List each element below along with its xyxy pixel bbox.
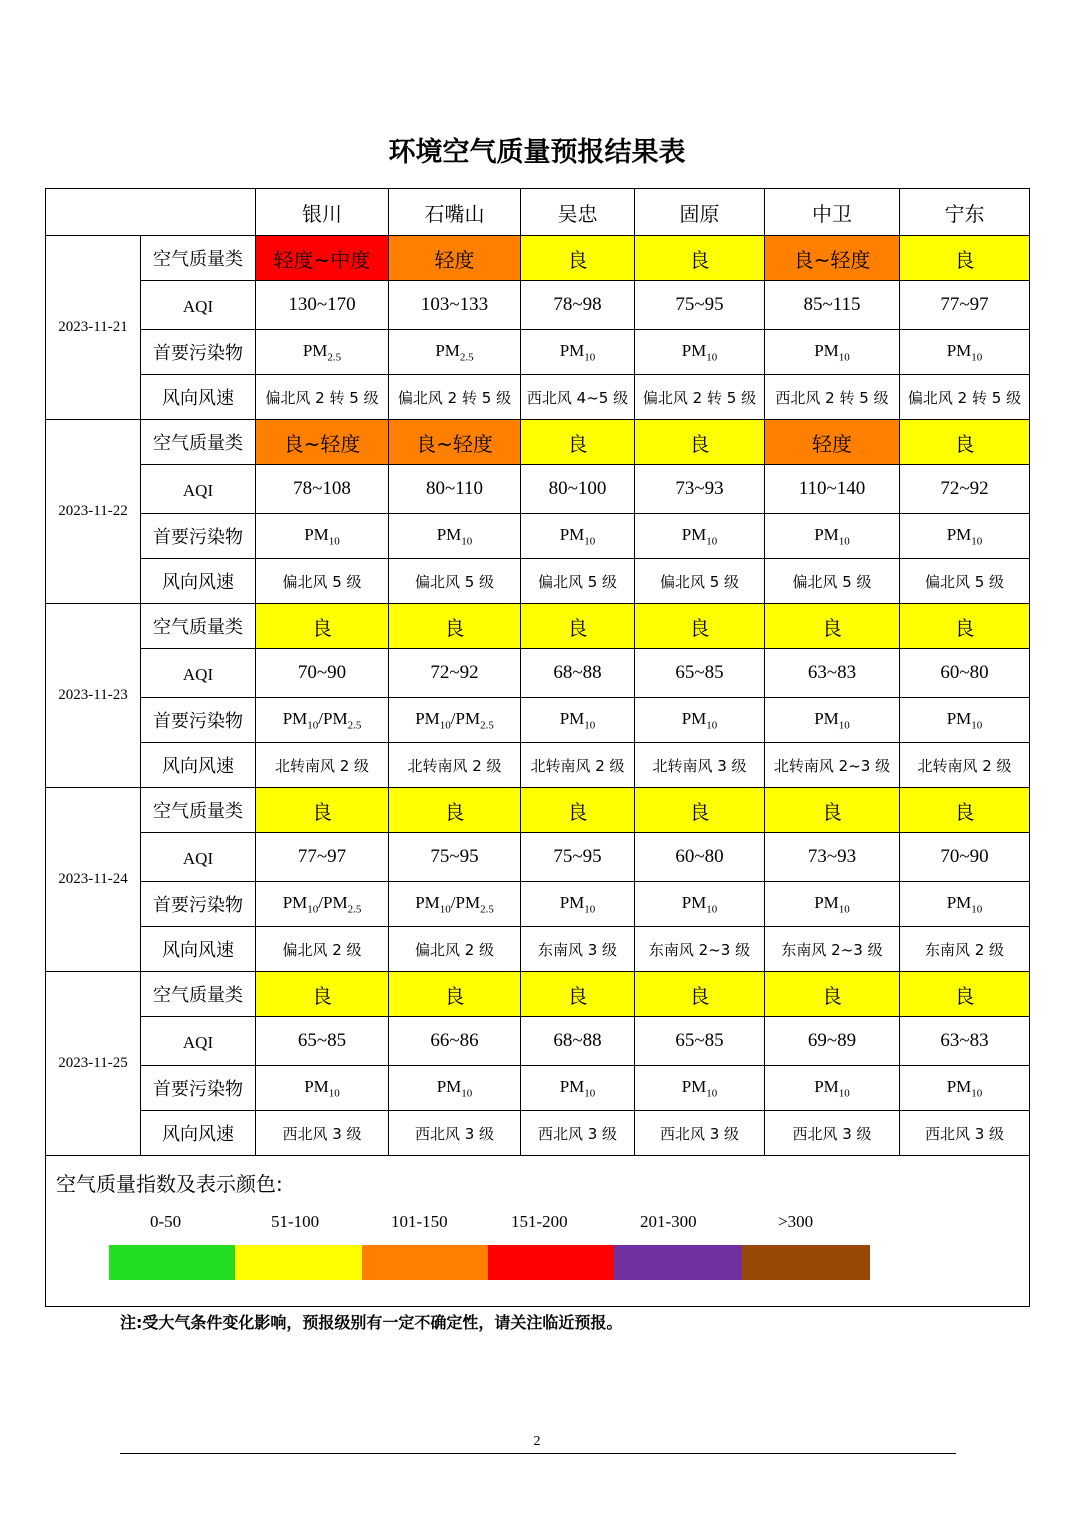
row-label-wind: 风向风速: [141, 375, 256, 420]
row-label-pollutant: 首要污染物: [141, 514, 256, 559]
forecast-date: 2023-11-25: [46, 972, 141, 1156]
legend-range-label: 101-150: [391, 1212, 448, 1231]
pollutant-main: PM: [559, 1076, 585, 1096]
day-wind-row: [46, 743, 1030, 788]
wind-direction-speed: 西北风 3 级: [389, 1111, 521, 1156]
forecast-date: 2023-11-22: [46, 420, 141, 604]
air-quality-class: 良: [635, 788, 765, 833]
row-label-aqi: AQI: [141, 649, 256, 698]
pollutant-main: PM: [946, 708, 972, 728]
primary-pollutant: [765, 1066, 900, 1111]
legend-swatch-brown: [742, 1245, 870, 1280]
pollutant-main: PM: [302, 340, 328, 360]
air-quality-class: 良: [765, 972, 900, 1017]
aqi-range: 75~95: [389, 833, 521, 882]
primary-pollutant: [256, 698, 389, 743]
row-label-aqi: AQI: [141, 281, 256, 330]
aqi-range: 66~86: [389, 1017, 521, 1066]
pollutant-main: PM: [681, 524, 707, 544]
pollutant-main: PM: [304, 1076, 329, 1096]
pollutant-sub: 10: [706, 719, 718, 732]
pollutant-main: PM: [436, 1076, 462, 1096]
aqi-range: 130~170: [256, 281, 389, 330]
row-label-aqi: AQI: [141, 833, 256, 882]
aqi-range: 103~133: [389, 281, 521, 330]
air-quality-class: 良: [521, 788, 635, 833]
pollutant-sub: 2.5: [480, 903, 494, 916]
pollutant-main: PM: [681, 892, 707, 912]
row-label-class: 空气质量类: [141, 788, 256, 833]
aqi-range: 80~100: [521, 465, 635, 514]
pollutant-sub: 10: [706, 1087, 718, 1100]
pollutant-sub: 10: [971, 535, 983, 548]
forecast-date: 2023-11-21: [46, 236, 141, 420]
pollutant-sub: 10: [838, 535, 850, 548]
row-label-pollutant: 首要污染物: [141, 1066, 256, 1111]
day-wind-row: [46, 927, 1030, 972]
wind-direction-speed: 偏北风 5 级: [521, 559, 635, 604]
wind-direction-speed: 偏北风 5 级: [900, 559, 1030, 604]
aqi-range: 77~97: [256, 833, 389, 882]
aqi-range: 72~92: [389, 649, 521, 698]
pollutant-sub: 10: [584, 1087, 596, 1100]
aqi-range: 63~83: [765, 649, 900, 698]
row-label-aqi: AQI: [141, 1017, 256, 1066]
air-quality-class: 良: [765, 604, 900, 649]
pollutant-sub: 10: [584, 903, 596, 916]
pollutant-sub: 10: [584, 351, 596, 364]
wind-direction-speed: 北转南风 2 级: [389, 743, 521, 788]
day-pollutant-row: [46, 698, 1030, 743]
pollutant-sub: 10: [461, 535, 473, 548]
air-quality-class: 良: [521, 972, 635, 1017]
row-label-wind: 风向风速: [141, 743, 256, 788]
pollutant-sub: 10: [328, 1087, 340, 1100]
wind-direction-speed: 偏北风 2 转 5 级: [256, 375, 389, 420]
pollutant-main: PM: [559, 340, 585, 360]
wind-direction-speed: 西北风 3 级: [256, 1111, 389, 1156]
pollutant-sub: 10: [706, 351, 718, 364]
day-class-row: [46, 604, 1030, 649]
wind-direction-speed: 西北风 4~5 级: [521, 375, 635, 420]
pollutant-main: PM: [559, 524, 585, 544]
aqi-range: 65~85: [256, 1017, 389, 1066]
pollutant-main: /PM: [318, 708, 348, 728]
wind-direction-speed: 北转南风 3 级: [635, 743, 765, 788]
pollutant-sub: 2.5: [327, 351, 342, 364]
legend-title: 空气质量指数及表示颜色:: [56, 1172, 283, 1196]
aqi-range: 70~90: [900, 833, 1030, 882]
wind-direction-speed: 北转南风 2 级: [521, 743, 635, 788]
header-corner: [46, 189, 256, 236]
air-quality-class: 良: [900, 788, 1030, 833]
pollutant-main: PM: [282, 892, 308, 912]
pollutant-main: PM: [946, 340, 972, 360]
primary-pollutant: [635, 1066, 765, 1111]
row-label-wind: 风向风速: [141, 1111, 256, 1156]
aqi-range: 70~90: [256, 649, 389, 698]
pollutant-main: PM: [681, 708, 707, 728]
pollutant-main: /PM: [450, 892, 481, 912]
row-label-class: 空气质量类: [141, 236, 256, 281]
pollutant-main: PM: [946, 892, 972, 912]
pollutant-main: PM: [946, 524, 972, 544]
pollutant-sub: 10: [838, 351, 850, 364]
pollutant-main: PM: [681, 340, 707, 360]
city-header: 宁东: [900, 189, 1030, 236]
primary-pollutant: [521, 330, 635, 375]
wind-direction-speed: 偏北风 2 转 5 级: [389, 375, 521, 420]
air-quality-class: 良: [256, 604, 389, 649]
pollutant-sub: 2.5: [347, 903, 362, 916]
day-pollutant-row: [46, 330, 1030, 375]
wind-direction-speed: 北转南风 2 级: [256, 743, 389, 788]
legend-swatch-green: [109, 1245, 235, 1280]
pollutant-main: PM: [415, 892, 440, 912]
row-label-pollutant: 首要污染物: [141, 698, 256, 743]
wind-direction-speed: 西北风 2 转 5 级: [765, 375, 900, 420]
air-quality-class: 良: [765, 788, 900, 833]
row-label-wind: 风向风速: [141, 927, 256, 972]
pollutant-sub: 10: [706, 903, 718, 916]
pollutant-sub: 2.5: [459, 351, 474, 364]
day-class-row: [46, 972, 1030, 1017]
pollutant-sub: 10: [971, 1087, 983, 1100]
air-quality-class: 良: [635, 420, 765, 465]
row-label-class: 空气质量类: [141, 420, 256, 465]
air-quality-class: 轻度: [389, 236, 521, 281]
pollutant-sub: 2.5: [480, 719, 494, 732]
forecast-date: 2023-11-24: [46, 788, 141, 972]
legend-range-label: 151-200: [511, 1212, 568, 1231]
wind-direction-speed: 偏北风 5 级: [389, 559, 521, 604]
aqi-range: 72~92: [900, 465, 1030, 514]
aqi-range: 68~88: [521, 649, 635, 698]
aqi-range: 69~89: [765, 1017, 900, 1066]
aqi-range: 73~93: [635, 465, 765, 514]
primary-pollutant: [900, 514, 1030, 559]
pollutant-sub: 10: [971, 351, 983, 364]
legend-swatch-red: [488, 1245, 614, 1280]
city-header: 中卫: [765, 189, 900, 236]
footer-divider: [120, 1453, 956, 1454]
wind-direction-speed: 偏北风 5 级: [256, 559, 389, 604]
primary-pollutant: [389, 514, 521, 559]
air-quality-class: 良: [521, 236, 635, 281]
aqi-legend: [46, 1156, 1030, 1307]
air-quality-class: 良: [900, 604, 1030, 649]
row-label-pollutant: 首要污染物: [141, 330, 256, 375]
aqi-range: 75~95: [635, 281, 765, 330]
day-wind-row: [46, 559, 1030, 604]
row-label-class: 空气质量类: [141, 972, 256, 1017]
wind-direction-speed: 东南风 2 级: [900, 927, 1030, 972]
pollutant-sub: 10: [439, 903, 451, 916]
pollutant-sub: 10: [461, 1087, 473, 1100]
primary-pollutant: [256, 882, 389, 927]
forecast-table: [45, 188, 1030, 1307]
city-header: 固原: [635, 189, 765, 236]
primary-pollutant: [521, 514, 635, 559]
pollutant-sub: 10: [838, 719, 850, 732]
air-quality-class: 良~轻度: [256, 420, 389, 465]
pollutant-sub: 2.5: [347, 719, 362, 732]
day-wind-row: [46, 375, 1030, 420]
city-header: 吴忠: [521, 189, 635, 236]
pollutant-sub: 10: [838, 903, 850, 916]
primary-pollutant: [389, 698, 521, 743]
primary-pollutant: [521, 1066, 635, 1111]
aqi-range: 78~108: [256, 465, 389, 514]
wind-direction-speed: 东南风 2~3 级: [765, 927, 900, 972]
air-quality-class: 良: [900, 420, 1030, 465]
aqi-range: 80~110: [389, 465, 521, 514]
aqi-range: 68~88: [521, 1017, 635, 1066]
air-quality-class: 良: [521, 420, 635, 465]
day-wind-row: [46, 1111, 1030, 1156]
air-quality-class: 良: [256, 788, 389, 833]
day-aqi-row: [46, 833, 1030, 882]
primary-pollutant: [521, 698, 635, 743]
air-quality-class: 良: [521, 604, 635, 649]
pollutant-main: PM: [415, 708, 440, 728]
wind-direction-speed: 西北风 3 级: [900, 1111, 1030, 1156]
day-aqi-row: [46, 649, 1030, 698]
city-header: 石嘴山: [389, 189, 521, 236]
header-row: [46, 189, 1030, 236]
air-quality-class: 良: [389, 788, 521, 833]
pollutant-sub: 10: [971, 719, 983, 732]
pollutant-sub: 10: [584, 535, 596, 548]
wind-direction-speed: 西北风 3 级: [521, 1111, 635, 1156]
wind-direction-speed: 北转南风 2 级: [900, 743, 1030, 788]
pollutant-sub: 10: [307, 903, 319, 916]
air-quality-class: 轻度: [765, 420, 900, 465]
aqi-range: 65~85: [635, 1017, 765, 1066]
forecast-date: 2023-11-23: [46, 604, 141, 788]
air-quality-class: 良~轻度: [389, 420, 521, 465]
air-quality-class: 良: [389, 972, 521, 1017]
air-quality-class: 良~轻度: [765, 236, 900, 281]
legend-range-label: 201-300: [640, 1212, 697, 1231]
day-aqi-row: [46, 281, 1030, 330]
pollutant-main: PM: [946, 1076, 972, 1096]
air-quality-class: 良: [389, 604, 521, 649]
aqi-range: 60~80: [900, 649, 1030, 698]
legend-range-label: 51-100: [271, 1212, 320, 1231]
primary-pollutant: [256, 330, 389, 375]
aqi-range: 78~98: [521, 281, 635, 330]
primary-pollutant: [765, 330, 900, 375]
pollutant-main: /PM: [450, 708, 481, 728]
primary-pollutant: [635, 330, 765, 375]
air-quality-class: 良: [256, 972, 389, 1017]
forecast-note: 注:受大气条件变化影响，预报级别有一定不确定性，请关注临近预报。: [120, 1313, 623, 1332]
pollutant-main: PM: [559, 708, 585, 728]
wind-direction-speed: 西北风 3 级: [635, 1111, 765, 1156]
pollutant-sub: 10: [971, 903, 983, 916]
aqi-range: 63~83: [900, 1017, 1030, 1066]
air-quality-class: 良: [635, 236, 765, 281]
page-title: 环境空气质量预报结果表: [388, 137, 686, 168]
primary-pollutant: [900, 1066, 1030, 1111]
primary-pollutant: [389, 882, 521, 927]
air-quality-class: 轻度~中度: [256, 236, 389, 281]
primary-pollutant: [765, 514, 900, 559]
aqi-range: 60~80: [635, 833, 765, 882]
air-quality-class: 良: [900, 972, 1030, 1017]
wind-direction-speed: 偏北风 2 级: [389, 927, 521, 972]
wind-direction-speed: 西北风 3 级: [765, 1111, 900, 1156]
legend-swatch-orange: [362, 1245, 488, 1280]
primary-pollutant: [765, 882, 900, 927]
aqi-range: 110~140: [765, 465, 900, 514]
row-label-pollutant: 首要污染物: [141, 882, 256, 927]
row-label-aqi: AQI: [141, 465, 256, 514]
primary-pollutant: [900, 330, 1030, 375]
aqi-range: 75~95: [521, 833, 635, 882]
legend-swatch-purple: [614, 1245, 742, 1280]
row-label-wind: 风向风速: [141, 559, 256, 604]
pollutant-main: PM: [436, 524, 462, 544]
pollutant-main: PM: [282, 708, 308, 728]
page-number: 2: [533, 1434, 541, 1449]
primary-pollutant: [765, 698, 900, 743]
aqi-range: 73~93: [765, 833, 900, 882]
day-pollutant-row: [46, 514, 1030, 559]
pollutant-sub: 10: [307, 719, 319, 732]
pollutant-main: PM: [814, 524, 839, 544]
day-pollutant-row: [46, 882, 1030, 927]
pollutant-main: PM: [435, 340, 460, 360]
wind-direction-speed: 东南风 3 级: [521, 927, 635, 972]
pollutant-sub: 10: [328, 535, 340, 548]
pollutant-main: PM: [681, 1076, 707, 1096]
primary-pollutant: [389, 330, 521, 375]
wind-direction-speed: 北转南风 2~3 级: [765, 743, 900, 788]
pollutant-sub: 10: [584, 719, 596, 732]
wind-direction-speed: 偏北风 5 级: [635, 559, 765, 604]
air-quality-class: 良: [635, 604, 765, 649]
pollutant-main: PM: [814, 1076, 839, 1096]
pollutant-main: PM: [814, 340, 839, 360]
primary-pollutant: [256, 1066, 389, 1111]
wind-direction-speed: 偏北风 2 级: [256, 927, 389, 972]
pollutant-sub: 10: [439, 719, 451, 732]
primary-pollutant: [521, 882, 635, 927]
day-class-row: [46, 236, 1030, 281]
day-aqi-row: [46, 1017, 1030, 1066]
aqi-range: 85~115: [765, 281, 900, 330]
primary-pollutant: [900, 882, 1030, 927]
row-label-class: 空气质量类: [141, 604, 256, 649]
primary-pollutant: [635, 514, 765, 559]
primary-pollutant: [256, 514, 389, 559]
aqi-range: 77~97: [900, 281, 1030, 330]
aqi-range: 65~85: [635, 649, 765, 698]
legend-swatch-yellow: [235, 1245, 362, 1280]
primary-pollutant: [635, 698, 765, 743]
pollutant-sub: 10: [706, 535, 718, 548]
wind-direction-speed: 东南风 2~3 级: [635, 927, 765, 972]
air-quality-class: 良: [635, 972, 765, 1017]
pollutant-sub: 10: [838, 1087, 850, 1100]
primary-pollutant: [389, 1066, 521, 1111]
primary-pollutant: [900, 698, 1030, 743]
legend-range-label: >300: [778, 1212, 814, 1231]
legend-range-label: 0-50: [150, 1212, 182, 1231]
city-header: 银川: [256, 189, 389, 236]
pollutant-main: /PM: [318, 892, 348, 912]
pollutant-main: PM: [559, 892, 585, 912]
primary-pollutant: [635, 882, 765, 927]
day-aqi-row: [46, 465, 1030, 514]
pollutant-main: PM: [304, 524, 329, 544]
wind-direction-speed: 偏北风 2 转 5 级: [900, 375, 1030, 420]
air-quality-class: 良: [900, 236, 1030, 281]
pollutant-main: PM: [814, 708, 839, 728]
wind-direction-speed: 偏北风 2 转 5 级: [635, 375, 765, 420]
day-class-row: [46, 420, 1030, 465]
wind-direction-speed: 偏北风 5 级: [765, 559, 900, 604]
day-pollutant-row: [46, 1066, 1030, 1111]
day-class-row: [46, 788, 1030, 833]
pollutant-main: PM: [814, 892, 839, 912]
